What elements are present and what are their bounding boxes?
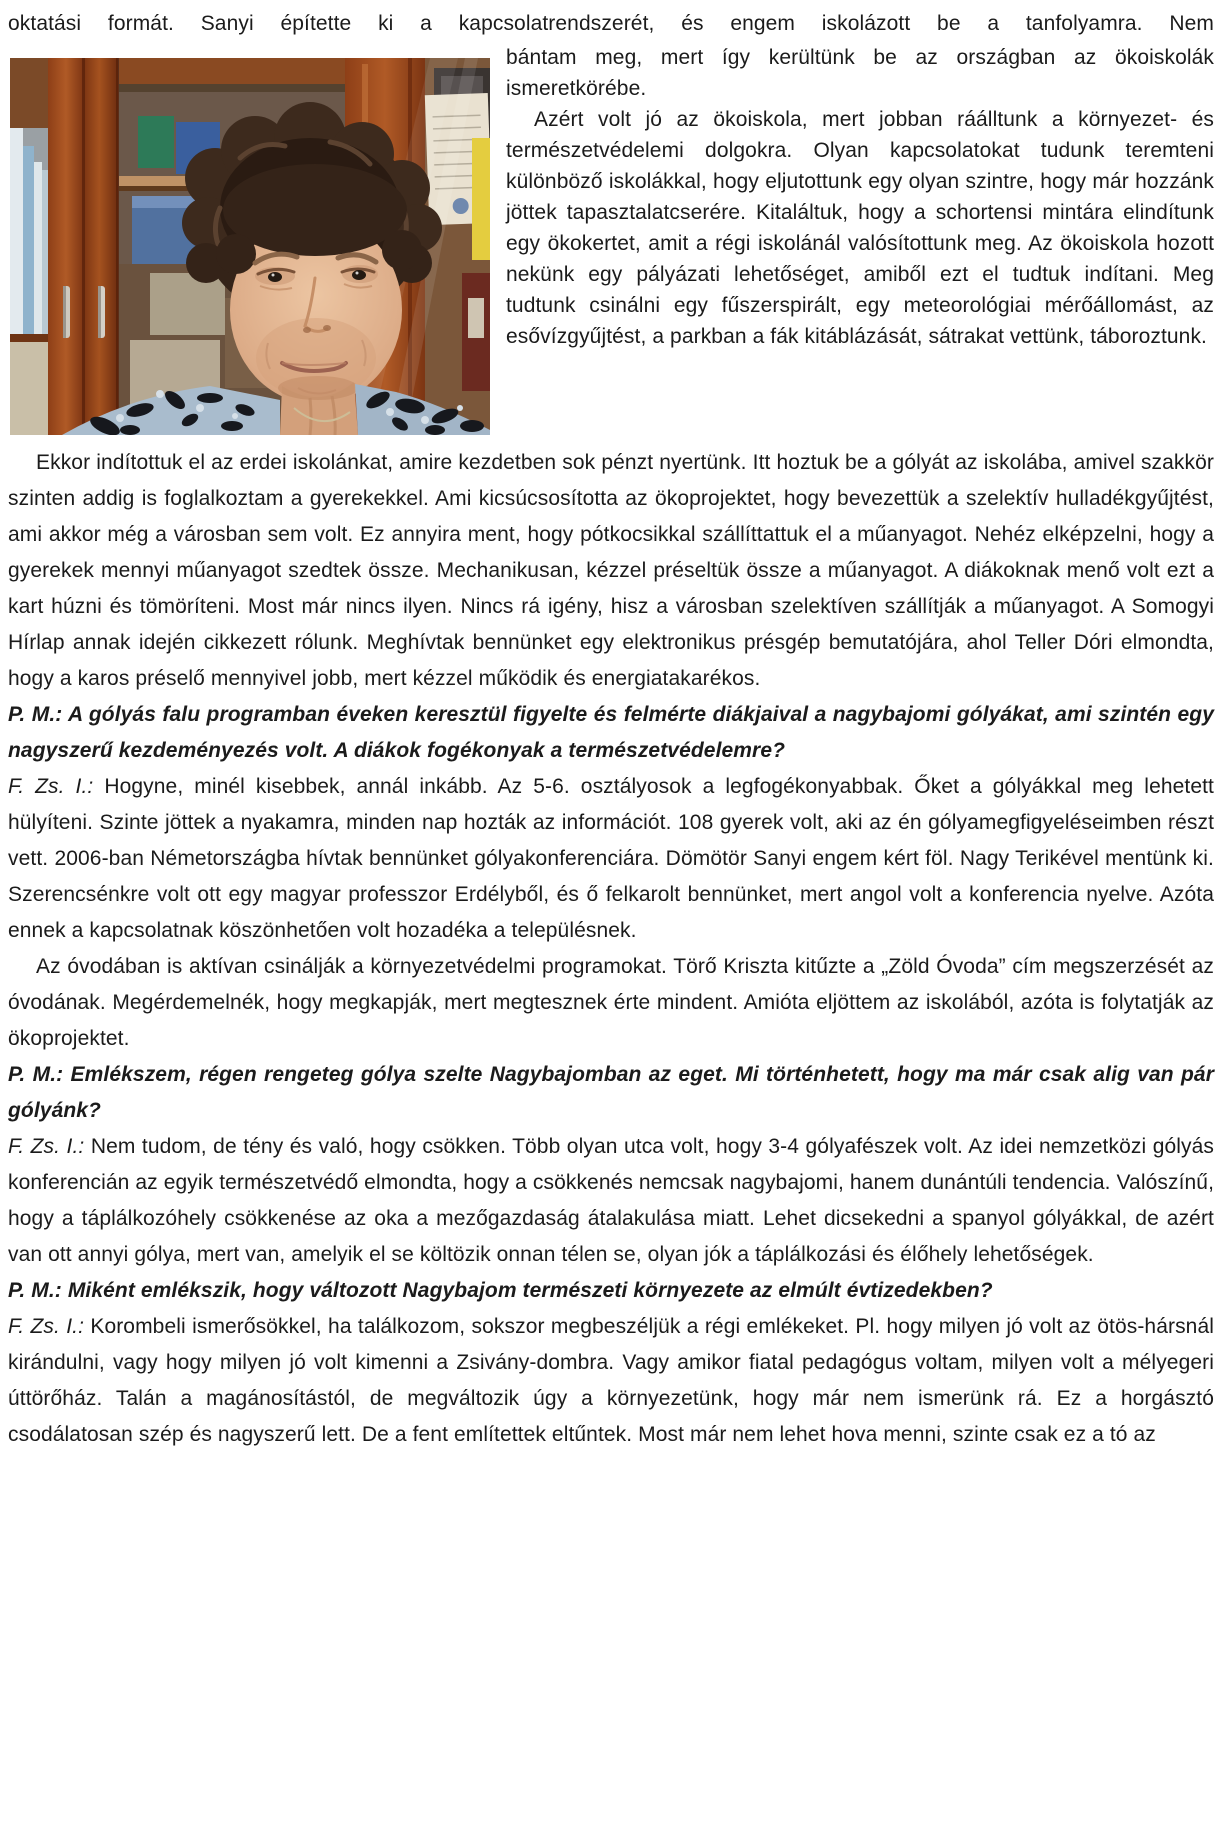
answer-1-speaker-label: F. Zs. I.:	[8, 775, 94, 798]
interview-question-1: P. M.: A gólyás falu programban éveken keresztül figyelte és felmérte diákjaival a nagybajomi gólyákat, ami szintén egy nagyszerű kezdeményezés volt. A diákok fogékonyak a természetvédelemre?	[8, 703, 1214, 762]
interview-question-2: P. M.: Emlékszem, régen rengeteg gólya szelte Nagybajomban az eget. Mi történhetett, hogy ma már csak alig van pár gólyánk?	[8, 1063, 1214, 1122]
paragraph-intro-wrap: bántam meg, mert így kerültünk be az országban az ökoiskolák ismeretkörébe.	[506, 46, 1214, 100]
answer-2-text: Nem tudom, de tény és való, hogy csökken. Több olyan utca volt, hogy 3-4 gólyafészek volt. Az idei nemzetközi gólyás konferencián az egyik természetvédő elmondta, hogy a csökkenés nemcsak nagybajomi, hanem dunántúli tendencia. Valószínű, hogy a táplálkozóhely csökkenése az oka a mezőgazdaság átalakulása miatt. Lehet dicsekedni a spanyol gólyákkal, de azért van ott annyi gólya, mert van, amelyik el se költözik onnan télen se, olyan jók a táplálkozási és élőhely lehetőségek.	[8, 1135, 1214, 1266]
interview-answer-3	[8, 1309, 1214, 1453]
interview-answer-2	[8, 1129, 1214, 1273]
paragraph-erdei-iskola: Ekkor indítottuk el az erdei iskolánkat, amire kezdetben sok pénzt nyertünk. Itt hoztuk be a gólyát az iskolába, amivel szakkör szinten addig is foglalkoztam a gyerekekkel. Ami kicsúcsosította az ökoprojektet, hogy bevezettük a szelektív hulladékgyűjtést, ami akkor még a városban sem volt. Ez annyira ment, hogy pótkocsikkal szállíttattuk el a műanyagot. Nehéz elképzelni, hogy a gyerekek mennyi műanyagot szedtek össze. Mechanikusan, kézzel préseltük össze a műanyagot. A diákoknak menő volt ezt a kart húzni és tömöríteni. Most már nincs ilyen. Nincs rá igény, hisz a városban szelektíven szállítják a műanyagot. A Somogyi Hírlap annak idején cikkezett rólunk. Meghívtak bennünket egy elektronikus présgép bemutatójára, ahol Teller Dóri elmondta, hogy a karos préselő mennyivel jobb, mert kézzel működik és energiatakarékos.	[8, 451, 1214, 690]
paragraph-ovoda: Az óvodában is aktívan csinálják a környezetvédelmi programokat. Törő Kriszta kitűzte a „Zöld Óvoda” cím megszerzését az óvodának. Megérdemelnék, hogy megkapják, mert megtesznek érte mindent. Amióta eljöttem az iskolából, azóta is folytatják az ökoprojektet.	[8, 955, 1214, 1050]
interview-answer-1	[8, 769, 1214, 949]
paragraph-continuation: oktatási formát. Sanyi építette ki a kapcsolatrendszerét, és engem iskolázott be a tanfolyamra. Nem	[8, 12, 1214, 35]
answer-3-text: Korombeli ismerősökkel, ha találkozom, sokszor megbeszéljük a régi emlékeket. Pl. hogy milyen jó volt az ötös-hársnál kirándulni, vagy hogy milyen jó volt kimenni a Zsivány-dombra. Vagy amikor fiatal pedagógus voltam, milyen volt a mélyegeri úttörőház. Talán a magánosítástól, de megváltozik úgy a környezetünk, hogy már nem ismerünk rá. Ez a horgásztó csodálatosan szép és nagyszerű lett. De a fent említettek eltűntek. Most már nem lehet hova menni, szinte csak ez a tó az	[8, 1315, 1214, 1446]
answer-3-speaker-label: F. Zs. I.:	[8, 1315, 85, 1338]
paragraph-okoiskola: Azért volt jó az ökoiskola, mert jobban ráálltunk a környezet- és természetvédelemi dolgokra. Olyan kapcsolatokat tudunk teremteni különböző iskolákkal, hogy eljutottunk egy olyan szintre, hogy már hozzánk jöttek tapasztalatcserére. Kitaláltuk, hogy a schortensi mintára elindítunk egy ökokertet, amit a régi iskolánál valósítottunk meg. Az ökoiskola hozott nekünk egy pályázati lehetőséget, amiből ezt el tudtuk indítani. Meg tudtunk csinálni egy fűszerspirált, egy meteorológiai mérőállomást, az esővízgyűjtést, a parkban a fák kitáblázását, sátrakat vettünk, táboroztunk.	[506, 108, 1214, 348]
interviewee-photo	[10, 58, 490, 435]
answer-1-text: Hogyne, minél kisebbek, annál inkább. Az 5-6. osztályosok a legfogékonyabbak. Őket a gólyákkal meg lehetett hülyíteni. Szinte jöttek a nyakamra, minden nap hozták az információt. 108 gyerek volt, aki az én gólyamegfigyeléseimben részt vett. 2006-ban Németországba hívtak bennünket gólyakonferenciára. Dömötör Sanyi engem kért föl. Nagy Terikével mentünk ki. Szerencsénkre volt ott egy magyar professzor Erdélyből, és ő felkarolt bennünket, mert angol volt a konferencia nyelve. Azóta ennek a kapcsolatnak köszönhetően volt hozadéka a településnek.	[8, 775, 1214, 942]
answer-2-speaker-label: F. Zs. I.:	[8, 1135, 85, 1158]
interview-question-3: P. M.: Miként emlékszik, hogy változott Nagybajom természeti környezete az elmúlt évtizedekben?	[8, 1279, 993, 1302]
portrait-photo-svg	[10, 58, 490, 435]
